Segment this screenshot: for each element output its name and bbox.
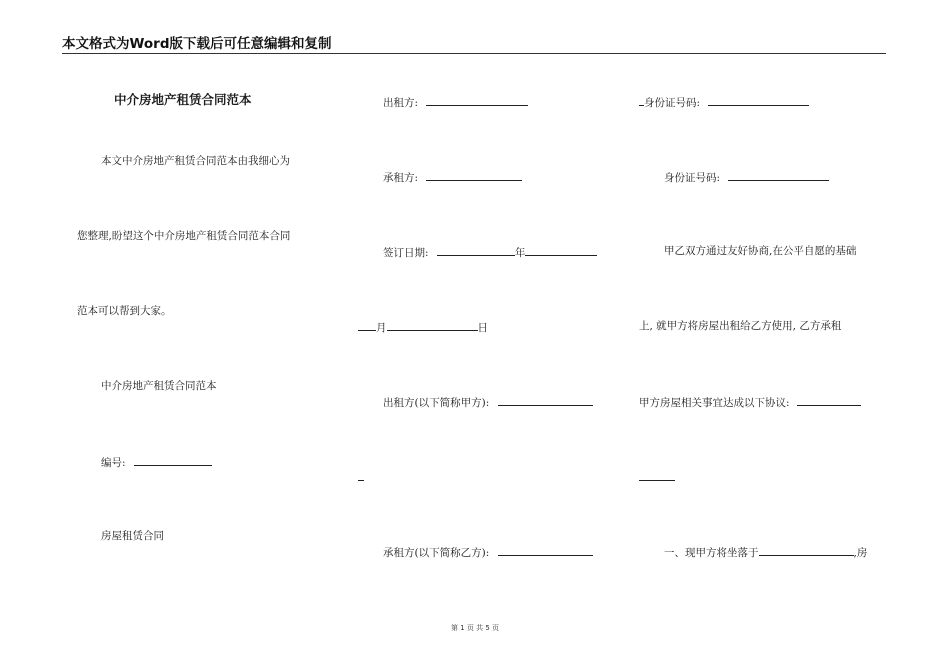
agreement-line-3 — [639, 394, 861, 410]
contract-name: 房屋租赁合同 — [101, 530, 164, 542]
lessor-a-continuation — [358, 469, 364, 485]
document-title: 中介房地产租赁合同范本 — [114, 92, 252, 107]
continuation-blank — [358, 469, 364, 481]
id-number-line-1 — [639, 94, 809, 110]
agreement-blank — [797, 394, 861, 406]
clause-one-prefix: 一、现甲方将坐落于 — [664, 547, 759, 559]
intro-line-1: 本文中介房地产租赁合同范本由我细心为 — [101, 155, 290, 167]
contract-number-label: 编号: — [101, 457, 126, 469]
month-label: 月 — [376, 322, 387, 334]
lessee-blank — [426, 169, 522, 181]
year-blank — [437, 244, 515, 256]
page-footer: 第 1 页 共 5 页 — [450, 624, 500, 632]
lessee-b-label: 承租方(以下简称乙方): — [383, 547, 490, 559]
day-blank — [387, 319, 478, 331]
document-header: 本文格式为Word版下载后可任意编辑和复制 — [62, 36, 332, 52]
id-number-line-2 — [664, 169, 829, 185]
lessor-line — [383, 94, 528, 110]
intro-line-2: 您整理,盼望这个中介房地产租赁合同范本合同 — [77, 230, 291, 242]
month-lead-blank — [358, 319, 376, 331]
agreement-continuation-blank — [639, 469, 675, 481]
intro-line-3: 范本可以帮到大家。 — [77, 305, 172, 317]
lessor-a-line — [383, 394, 593, 410]
clause-one-suffix: ,房 — [853, 547, 868, 559]
agreement-continuation — [639, 469, 675, 485]
agreement-line-1: 甲乙双方通过友好协商,在公平自愿的基础 — [664, 245, 857, 257]
lessee-b-blank — [498, 544, 593, 556]
id-label-1: 身份证号码: — [644, 97, 701, 109]
header-divider — [62, 53, 886, 54]
lessor-a-label: 出租方(以下简称甲方): — [383, 397, 490, 409]
clause-one-line — [664, 544, 867, 560]
lessee-b-line — [383, 544, 593, 560]
sign-date-line — [383, 244, 597, 260]
day-label: 日 — [477, 322, 488, 334]
month-day-line — [358, 319, 488, 335]
contract-number-line — [101, 454, 212, 470]
lessor-label: 出租方: — [383, 97, 419, 109]
id-blank-2 — [728, 169, 829, 181]
lessor-a-blank — [498, 394, 593, 406]
contract-number-blank — [134, 454, 212, 466]
month-blank — [525, 244, 597, 256]
lessee-label: 承租方: — [383, 172, 419, 184]
lessee-line — [383, 169, 522, 185]
property-location-blank — [759, 544, 854, 556]
id-label-2: 身份证号码: — [664, 172, 721, 184]
subtitle: 中介房地产租赁合同范本 — [101, 380, 217, 392]
lessor-blank — [426, 94, 528, 106]
year-label: 年 — [514, 247, 526, 259]
sign-date-label: 签订日期: — [383, 247, 429, 259]
agreement-line-3-text: 甲方房屋相关事宜达成以下协议: — [639, 397, 790, 409]
id-blank-1 — [708, 94, 809, 106]
agreement-line-2: 上, 就甲方将房屋出租给乙方使用, 乙方承租 — [639, 320, 842, 332]
